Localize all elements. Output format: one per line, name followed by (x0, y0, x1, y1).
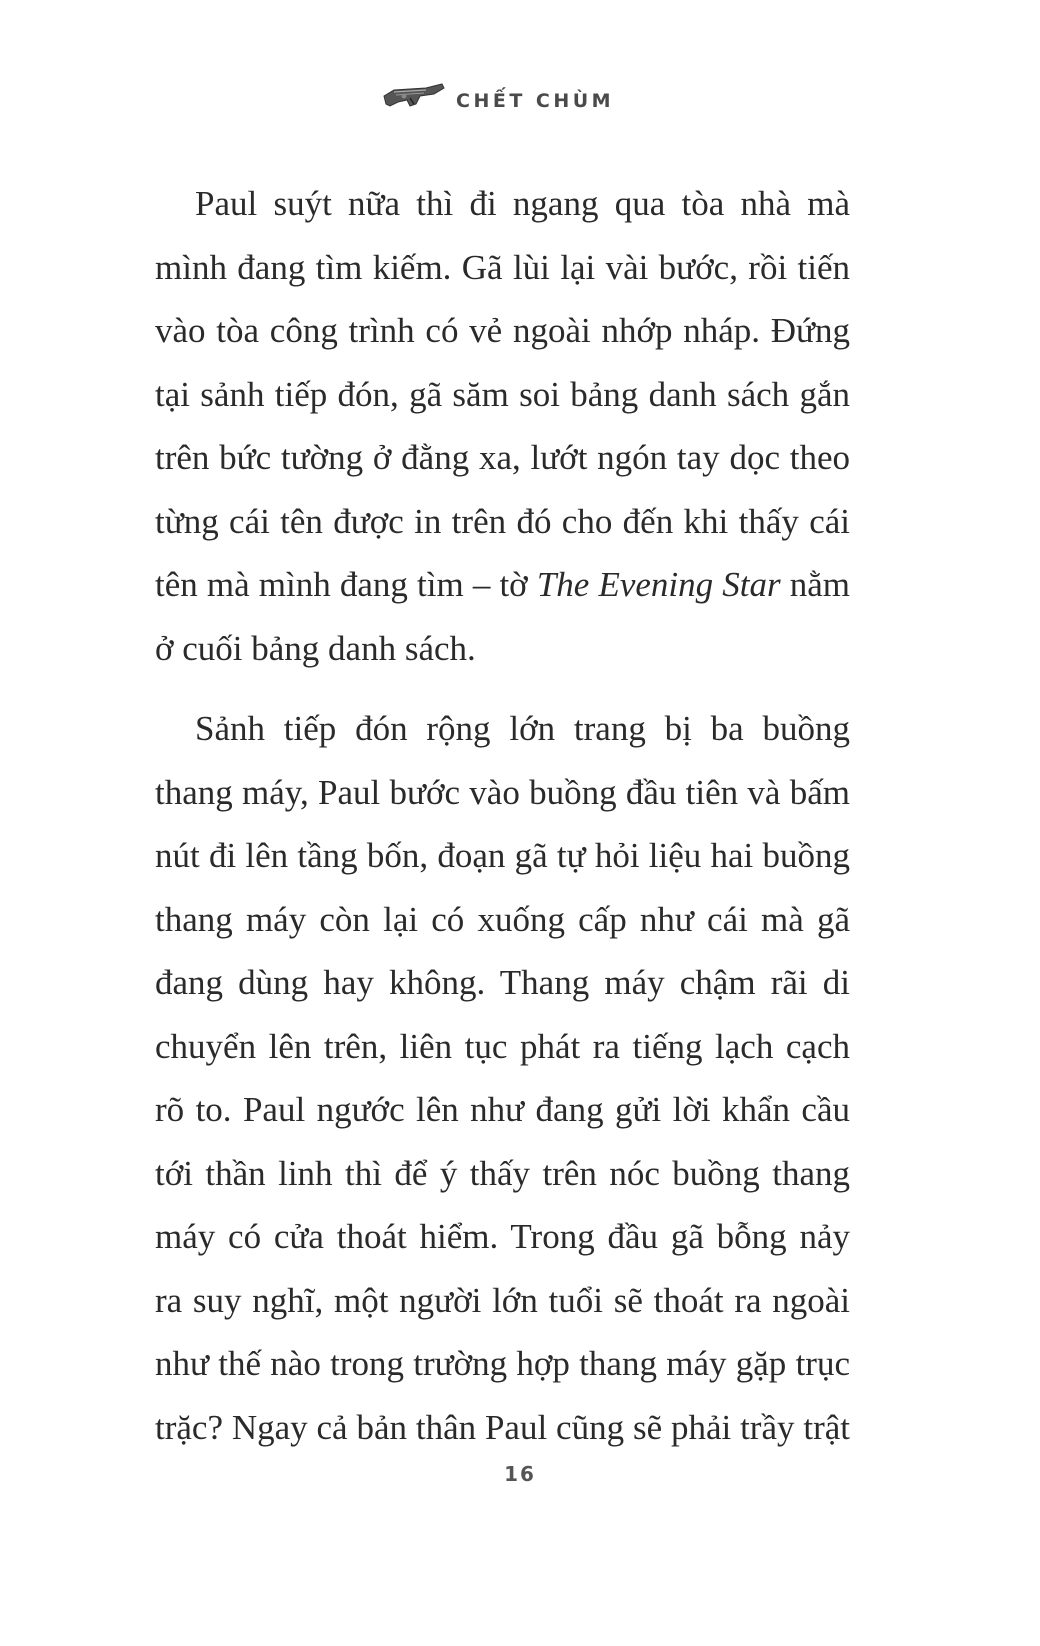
text-line: ra suy nghĩ, một người lớn tuổi sẽ thoát ra ngoài (155, 1280, 850, 1320)
text-line: đang dùng hay không. Thang máy chậm rãi di (155, 963, 850, 1002)
text-line: mình đang tìm kiếm. Gã lùi lại vài bước, rồi tiến (155, 247, 850, 287)
body-text (155, 172, 850, 1459)
text-line: vào tòa công trình có vẻ ngoài nhớp nháp. Đứng (155, 311, 850, 350)
text-line: rõ to. Paul ngước lên như đang gửi lời khẩn cầu (155, 1090, 850, 1129)
text-line: tại sảnh tiếp đón, gã săm soi bảng danh sách gắn (155, 374, 850, 414)
paragraph-1 (155, 172, 850, 680)
text-line: ở cuối bảng danh sách. (155, 628, 476, 668)
text-segment: nằm (780, 565, 850, 604)
paragraph-2 (155, 697, 850, 1459)
book-title: CHẾT CHÙM (456, 90, 615, 112)
running-header (0, 72, 1040, 122)
text-segment: tên mà mình đang tìm – tờ (155, 565, 537, 604)
text-line: thang máy còn lại có xuống cấp như cái mà gã (155, 899, 850, 939)
text-line: máy có cửa thoát hiểm. Trong đầu gã bỗng nảy (155, 1217, 850, 1256)
newspaper-title: The Evening Star (536, 565, 781, 604)
text-line: như thế nào trong trường hợp thang máy gặp trục (155, 1344, 850, 1383)
revolver-icon (380, 74, 450, 116)
text-line: nút đi lên tầng bốn, đoạn gã tự hỏi liệu hai buồng (155, 836, 850, 875)
text-line: từng cái tên được in trên đó cho đến khi thấy cái (155, 501, 850, 541)
text-line: chuyển lên trên, liên tục phát ra tiếng lạch cạch (155, 1026, 850, 1066)
text-line: thang máy, Paul bước vào buồng đầu tiên và bấm (155, 772, 850, 812)
page-number: 16 (504, 1462, 536, 1486)
text-line: trên bức tường ở đằng xa, lướt ngón tay dọc theo (155, 438, 850, 477)
text-line (115, 553, 850, 617)
text-line: tới thần linh thì để ý thấy trên nóc buồng thang (155, 1153, 850, 1193)
text-line: Sảnh tiếp đón rộng lớn trang bị ba buồng (195, 709, 850, 748)
text-line: Paul suýt nữa thì đi ngang qua tòa nhà mà (195, 184, 850, 223)
text-line: trặc? Ngay cả bản thân Paul cũng sẽ phải trầy trật (155, 1407, 850, 1447)
